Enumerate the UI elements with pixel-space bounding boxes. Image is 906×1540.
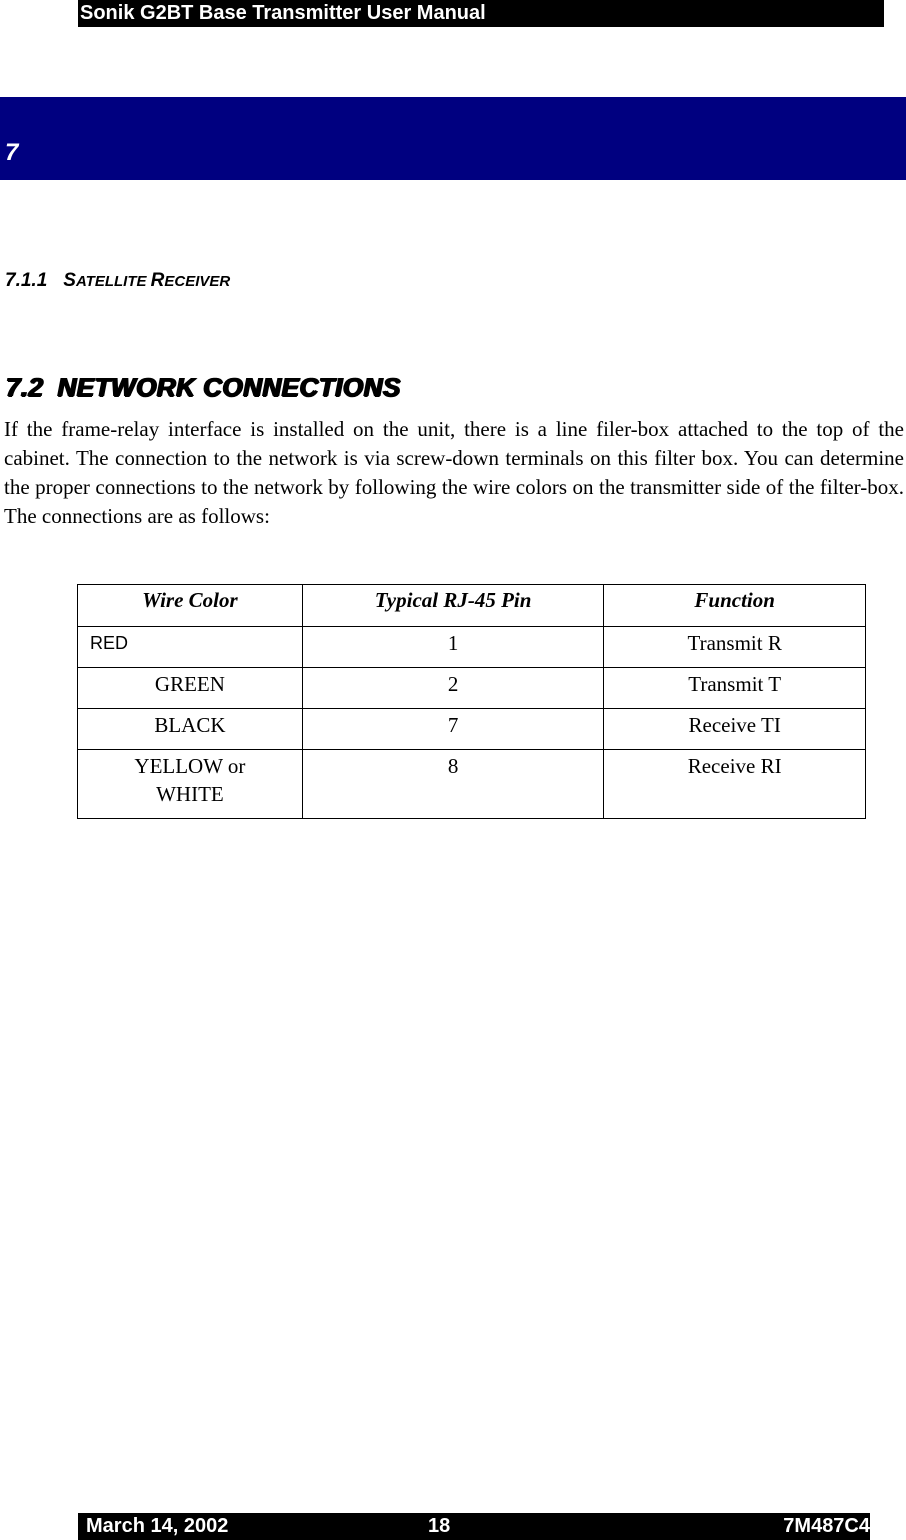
wire-color-cell: YELLOW or WHITE <box>78 750 303 819</box>
table-row <box>78 627 866 668</box>
wire-color-cell: BLACK <box>78 709 303 750</box>
section-title: NETWORK CONNECTIONS <box>56 372 400 402</box>
pin-cell: 8 <box>302 750 604 819</box>
subsection-title: SATELLITE RECEIVER <box>63 270 231 291</box>
function-cell: Transmit R <box>604 627 866 668</box>
pin-cell: 2 <box>302 668 604 709</box>
function-cell: Transmit T <box>604 668 866 709</box>
pin-cell: 1 <box>302 627 604 668</box>
table-row <box>78 750 866 819</box>
body-paragraph: If the frame-relay interface is installed on the unit, there is a line filer-box attached to the top of the cabinet. The connection to the network is via screw-down terminals on this filter box. You can determine the proper connections to the network by following the wire colors on the transmitter side of the filter-box. The connections are as follows: <box>4 417 904 528</box>
wire-color-cell: RED <box>78 627 303 668</box>
section-heading <box>5 372 400 403</box>
pin-cell: 7 <box>302 709 604 750</box>
wire-connections-table <box>77 584 866 819</box>
subsection-number: 7.1.1 <box>5 270 48 291</box>
footer-doc-number: 7M487C4 <box>783 1515 870 1537</box>
header-wire-color: Wire Color <box>78 585 303 627</box>
table-header-row <box>78 585 866 627</box>
manual-title: Sonik G2BT Base Transmitter User Manual <box>80 2 486 24</box>
header-function: Function <box>604 585 866 627</box>
section-number: 7.2 <box>5 372 43 402</box>
footer-page-number: 18 <box>428 1515 451 1537</box>
footer-date: March 14, 2002 <box>86 1515 229 1537</box>
header-rj45-pin: Typical RJ-45 Pin <box>302 585 604 627</box>
table-row <box>78 668 866 709</box>
function-cell: Receive TI <box>604 709 866 750</box>
page-footer <box>78 1513 870 1540</box>
chapter-number: 7 <box>5 139 19 166</box>
table-row <box>78 709 866 750</box>
function-cell: Receive RI <box>604 750 866 819</box>
subsection-heading <box>5 270 230 292</box>
chapter-band <box>0 97 906 180</box>
page-header <box>78 0 884 27</box>
wire-color-cell: GREEN <box>78 668 303 709</box>
